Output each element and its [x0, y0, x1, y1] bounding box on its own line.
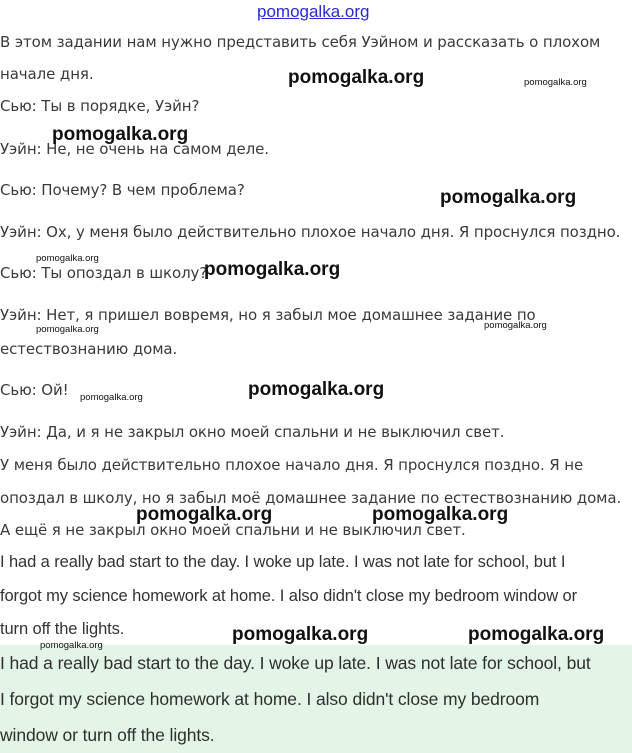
text-line: Уэйн: Нет, я пришел вовремя, но я забыл мое домашнее задание по — [0, 306, 536, 324]
text-line: Сью: Почему? В чем проблема? — [0, 181, 245, 199]
text-line: опоздал в школу, но я забыл моё домашнее задание по естествознанию дома. — [0, 489, 622, 507]
watermark-logo: pomogalka.org — [257, 2, 370, 21]
answer-text-line: I forgot my science homework at home. I also didn't close my bedroom — [0, 689, 540, 709]
watermark: pomogalka.org — [40, 640, 103, 651]
watermark: pomogalka.org — [288, 67, 425, 88]
watermark: pomogalka.org — [52, 124, 189, 145]
watermark: pomogalka.org — [136, 504, 273, 525]
watermark: pomogalka.org — [484, 320, 547, 331]
english-text-line: turn off the lights. — [0, 620, 125, 638]
text-line: Сью: Ты опоздал в школу? — [0, 264, 208, 282]
text-line: Сью: Ты в порядке, Уэйн? — [0, 97, 200, 115]
text-line: естествознанию дома. — [0, 340, 178, 358]
watermark: pomogalka.org — [468, 624, 605, 645]
text-line: В этом задании нам нужно представить себя Уэйном и рассказать о плохом — [0, 33, 601, 51]
watermark: pomogalka.org — [232, 624, 369, 645]
text-line: Сью: Ой! — [0, 381, 69, 399]
answer-text-line: I had a really bad start to the day. I woke up late. I was not late for school, but — [0, 653, 591, 673]
text-line: Уэйн: Не, не очень на самом деле. — [0, 140, 269, 158]
watermark: pomogalka.org — [248, 379, 385, 400]
watermark: pomogalka.org — [440, 187, 577, 208]
text-line: Уэйн: Ох, у меня было действительно плохое начало дня. Я проснулся поздно. — [0, 223, 621, 241]
english-text-line: I had a really bad start to the day. I woke up late. I was not late for school, but I — [0, 553, 566, 571]
english-text-line: forgot my science homework at home. I also didn't close my bedroom window or — [0, 587, 577, 605]
answer-text-line: window or turn off the lights. — [0, 725, 215, 745]
watermark: pomogalka.org — [204, 259, 341, 280]
watermark: pomogalka.org — [524, 77, 587, 88]
text-line: А ещё я не закрыл окно моей спальни и не выключил свет. — [0, 521, 466, 539]
watermark: pomogalka.org — [372, 504, 509, 525]
text-line: начале дня. — [0, 65, 94, 83]
watermark: pomogalka.org — [36, 324, 99, 335]
text-line: Уэйн: Да, и я не закрыл окно моей спальни и не выключил свет. — [0, 423, 505, 441]
text-line: У меня было действительно плохое начало дня. Я проснулся поздно. Я не — [0, 456, 584, 474]
watermark: pomogalka.org — [36, 253, 99, 264]
watermark: pomogalka.org — [80, 392, 143, 403]
